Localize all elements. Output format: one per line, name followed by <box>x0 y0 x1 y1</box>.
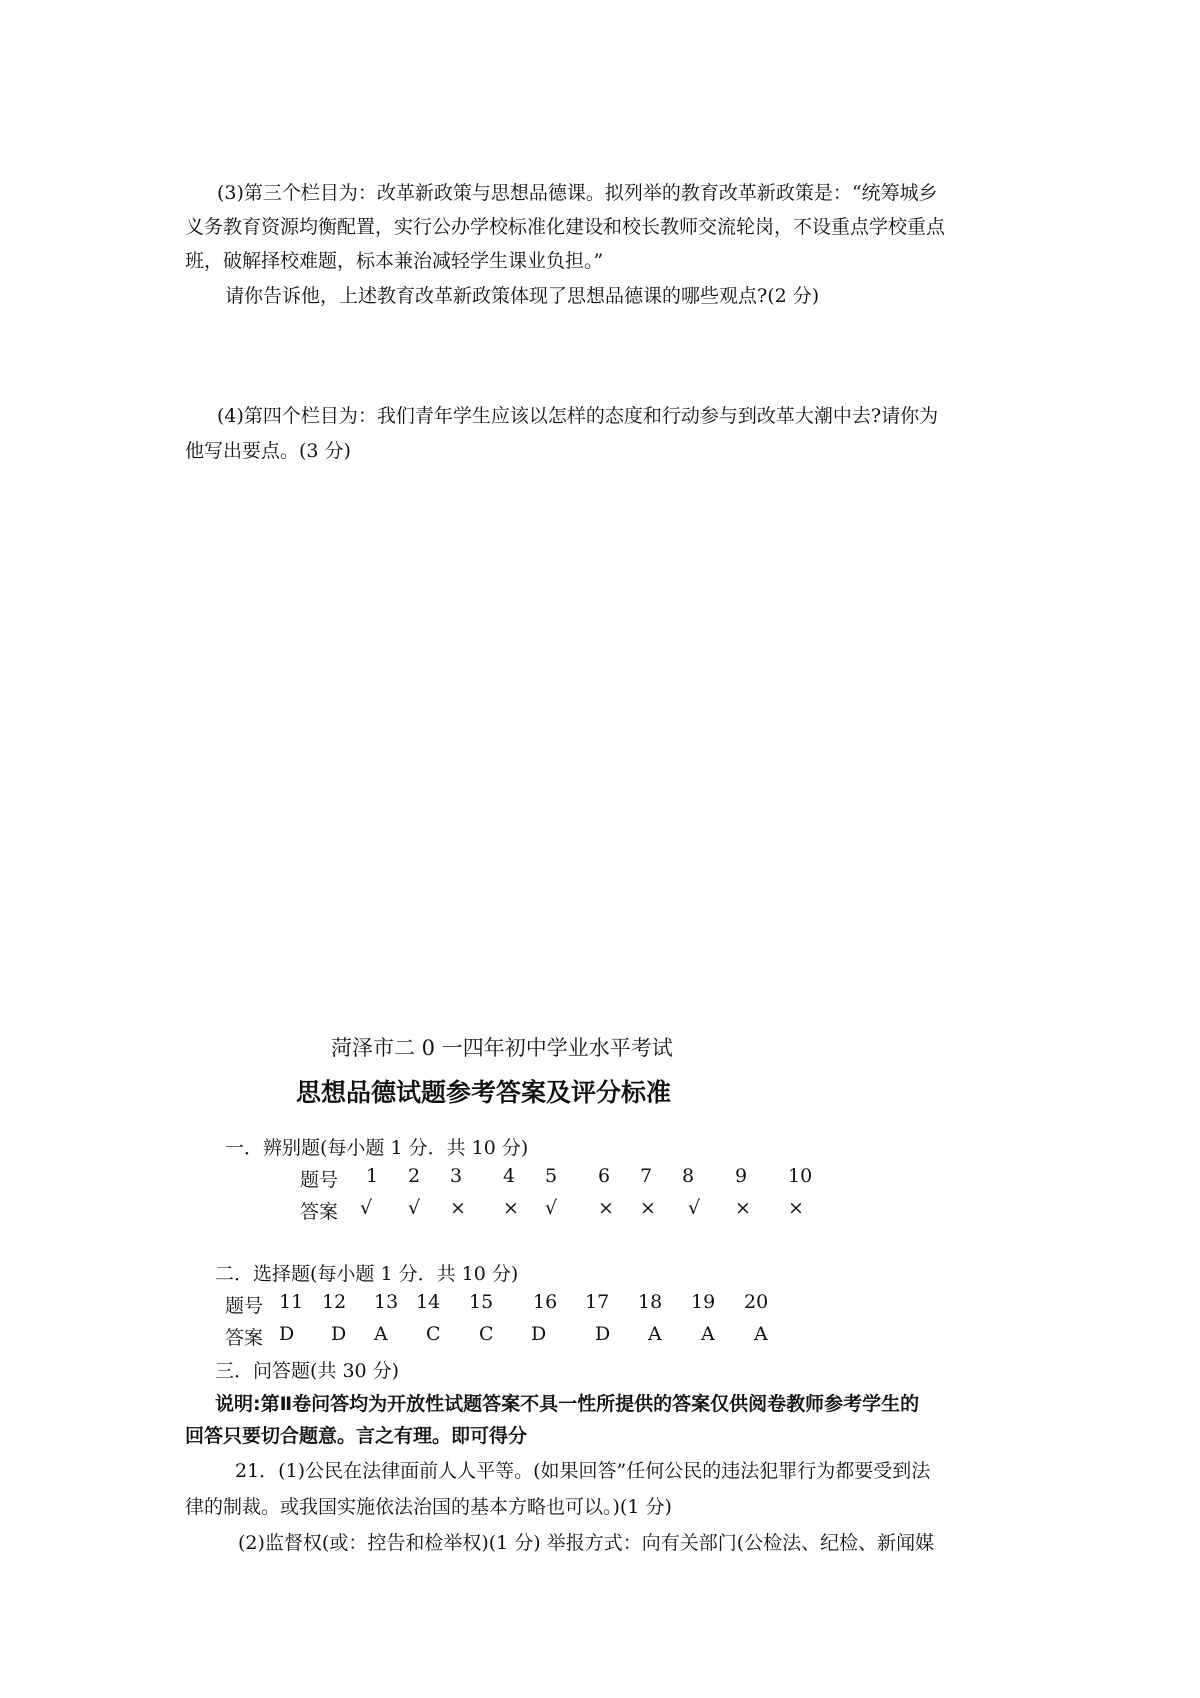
answer-letter: A <box>648 1323 662 1345</box>
answer-letter: A <box>754 1323 768 1345</box>
question-number: 7 <box>640 1165 653 1187</box>
section-3-heading: 三．问答题(共 30 分) <box>215 1360 400 1382</box>
answer-letter: D <box>331 1323 347 1345</box>
row-label: 题号 <box>225 1295 264 1317</box>
row-label: 答案 <box>300 1201 339 1223</box>
answer-mark: √ <box>545 1197 558 1219</box>
question-number: 10 <box>788 1165 813 1187</box>
question-number: 20 <box>744 1291 769 1313</box>
answer-letter: D <box>531 1323 547 1345</box>
answer-letter: D <box>279 1323 295 1345</box>
question-3-line-2: 义务教育资源均衡配置，实行公办学校标准化建设和校长教师交流轮岗，不设重点学校重点 <box>185 216 946 238</box>
answer-mark: × <box>640 1197 656 1219</box>
answer-mark: × <box>598 1197 614 1219</box>
question-3-line-4: 请你告诉他，上述教育改革新政策体现了思想品德课的哪些观点?(2 分) <box>225 285 820 307</box>
note-line-1: 说明:第Ⅱ卷问答均为开放性试题答案不具一性所提供的答案仅供阅卷教师参考学生的 <box>215 1393 920 1415</box>
question-number: 13 <box>374 1291 399 1313</box>
answer-mark: √ <box>408 1197 421 1219</box>
question-number: 3 <box>450 1165 463 1187</box>
question-number: 9 <box>735 1165 748 1187</box>
question-number: 19 <box>691 1291 716 1313</box>
answer-letter: A <box>701 1323 715 1345</box>
row-label: 答案 <box>225 1327 264 1349</box>
question-4-line-1: (4)第四个栏目为：我们青年学生应该以怎样的态度和行动参与到改革大潮中去?请你为 <box>217 405 939 427</box>
answer-mark: √ <box>360 1197 373 1219</box>
answer-letter: C <box>479 1323 494 1345</box>
answer-21-line-3: (2)监督权(或：控告和检举权)(1 分) 举报方式：向有关部门(公检法、纪检、新闻媒 <box>238 1532 935 1554</box>
note-line-2: 回答只要切合题意。言之有理。即可得分 <box>185 1425 528 1447</box>
question-number: 1 <box>366 1165 379 1187</box>
answer-key-subtitle: 思想品德试题参考答案及评分标准 <box>296 1078 672 1107</box>
section-1-heading: 一．辨别题(每小题 1 分．共 10 分) <box>225 1137 529 1159</box>
question-number: 14 <box>416 1291 441 1313</box>
section-2-heading: 二．选择题(每小题 1 分．共 10 分) <box>215 1263 519 1285</box>
question-number: 12 <box>322 1291 347 1313</box>
question-4-line-2: 他写出要点。(3 分) <box>185 440 351 462</box>
answer-mark: × <box>450 1197 466 1219</box>
answer-mark: × <box>503 1197 519 1219</box>
question-number: 15 <box>469 1291 494 1313</box>
question-3-line-1: (3)第三个栏目为：改革新政策与思想品德课。拟列举的教育改革新政策是：“统筹城乡 <box>217 182 938 204</box>
section-2-answer-row <box>0 1323 1200 1353</box>
answer-letter: C <box>426 1323 441 1345</box>
answer-mark: √ <box>688 1197 701 1219</box>
answer-21-line-2: 律的制裁。或我国实施依法治国的基本方略也可以。)(1 分) <box>185 1496 672 1518</box>
question-number: 5 <box>545 1165 558 1187</box>
answer-mark: × <box>788 1197 804 1219</box>
question-number: 16 <box>533 1291 558 1313</box>
section-2-number-row <box>0 1291 1200 1321</box>
question-number: 11 <box>279 1291 304 1313</box>
question-number: 18 <box>638 1291 663 1313</box>
answer-21-line-1: 21．(1)公民在法律面前人人平等。(如果回答”任何公民的违法犯罪行为都要受到法 <box>235 1460 931 1482</box>
answer-letter: A <box>374 1323 388 1345</box>
question-number: 8 <box>682 1165 695 1187</box>
section-1-number-row <box>0 1165 1200 1195</box>
answer-mark: × <box>735 1197 751 1219</box>
section-1-answer-row <box>0 1197 1200 1227</box>
question-3-line-3: 班，破解择校难题，标本兼治减轻学生课业负担。” <box>185 250 604 272</box>
section-3-note <box>185 1388 1045 1452</box>
question-number: 4 <box>503 1165 516 1187</box>
question-number: 17 <box>585 1291 610 1313</box>
answer-letter: D <box>595 1323 611 1345</box>
answer-key-title: 菏泽市二 0 一四年初中学业水平考试 <box>331 1036 673 1060</box>
row-label: 题号 <box>300 1169 339 1191</box>
question-number: 6 <box>598 1165 611 1187</box>
question-number: 2 <box>408 1165 421 1187</box>
